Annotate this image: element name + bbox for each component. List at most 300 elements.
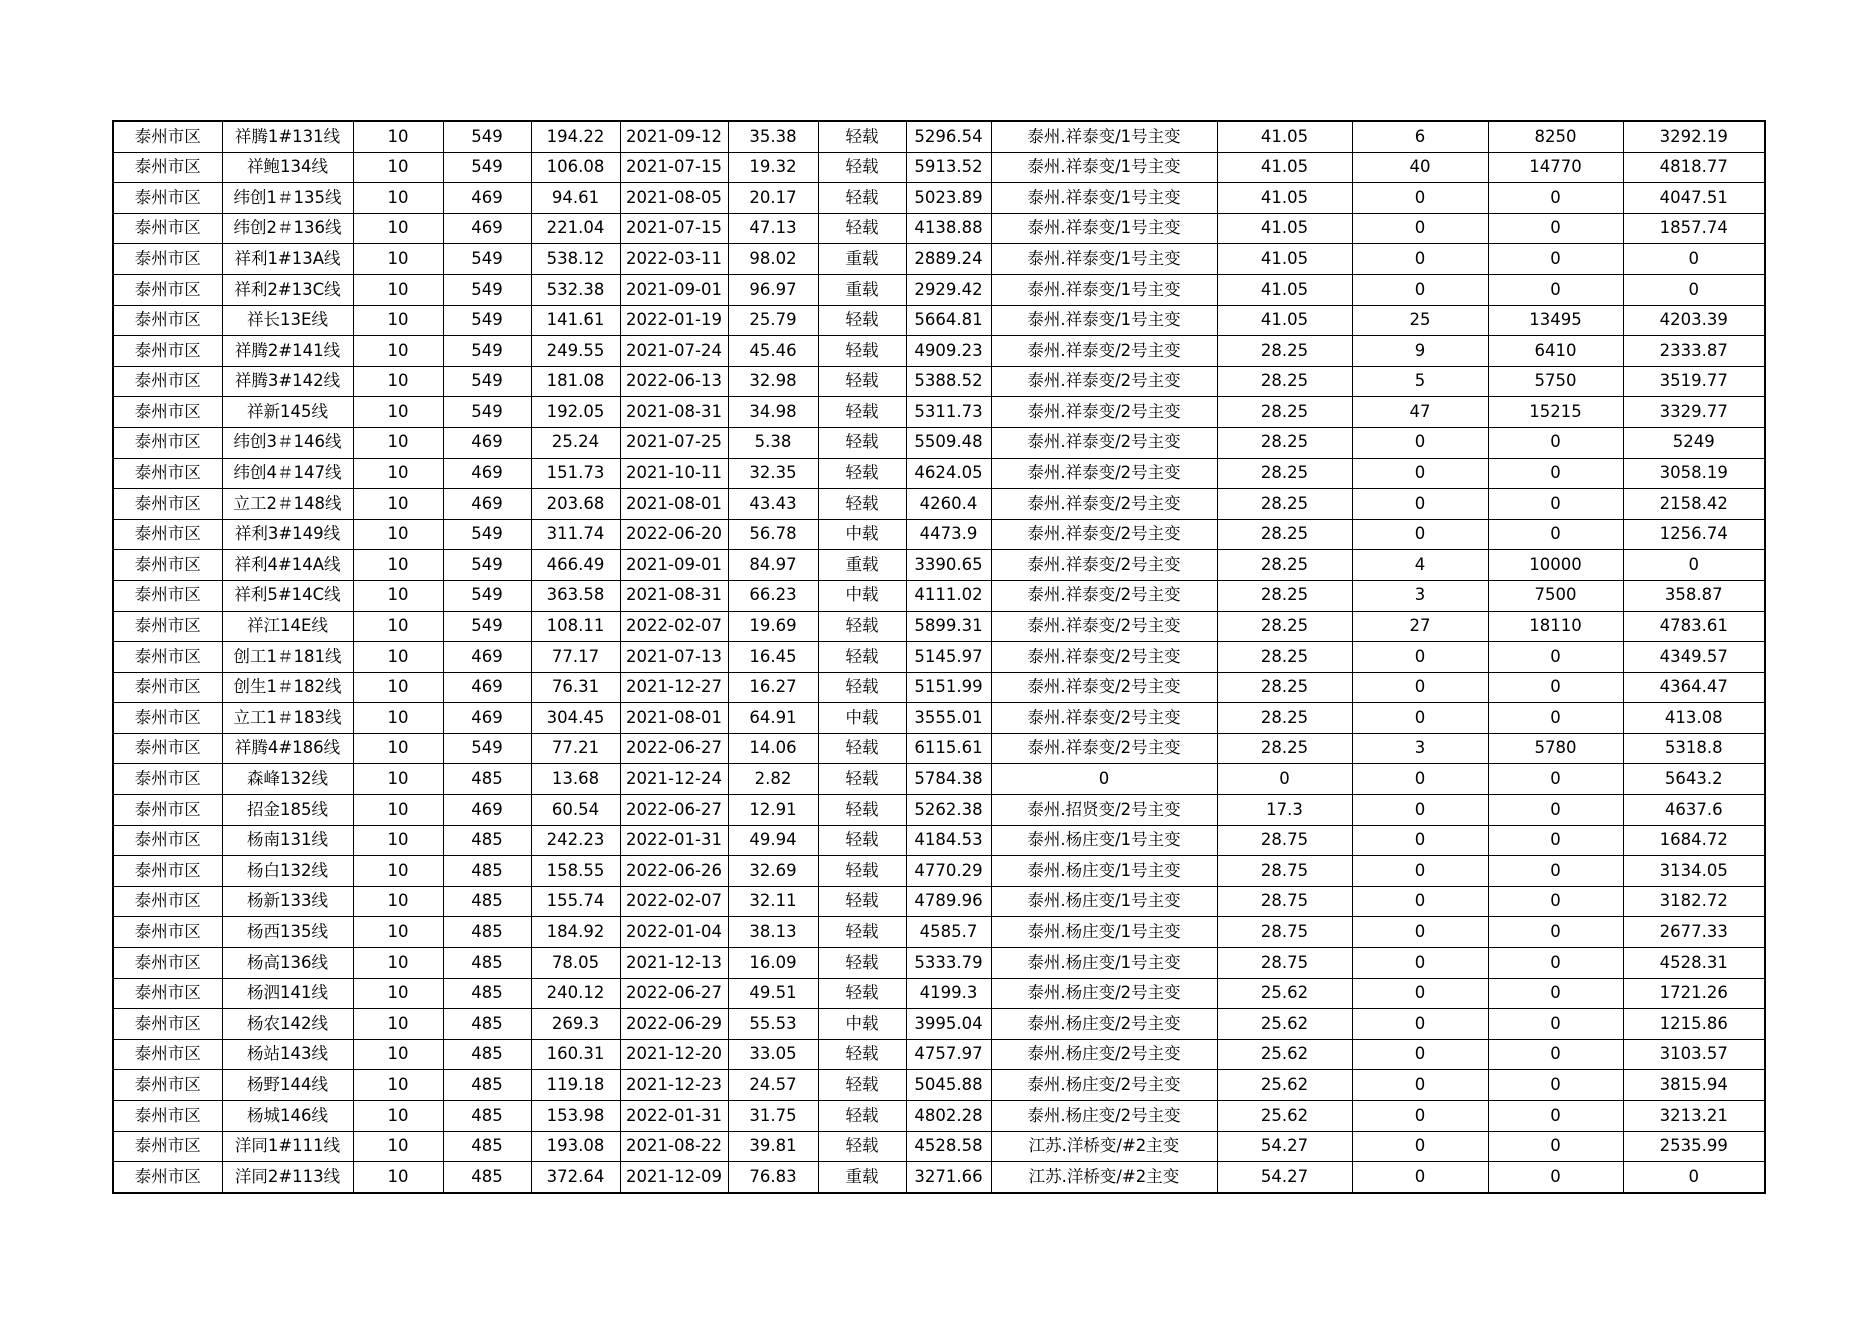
available-capacity-cell: 2929.42 <box>906 274 991 305</box>
line-name-cell: 祥利5#14C线 <box>222 580 353 611</box>
line-name-cell: 纬创2＃136线 <box>222 213 353 244</box>
margin-cell: 3815.94 <box>1623 1070 1765 1101</box>
line-name-cell: 杨站143线 <box>222 1039 353 1070</box>
margin-cell: 2677.33 <box>1623 917 1765 948</box>
district-cell: 泰州市区 <box>113 1039 222 1070</box>
capacity-cell: 549 <box>443 336 531 367</box>
amount-cell: 0 <box>1488 274 1623 305</box>
date-cell: 2021-12-24 <box>620 764 728 795</box>
load-rate-cell: 16.27 <box>728 672 818 703</box>
capacity-cell: 485 <box>443 825 531 856</box>
district-cell: 泰州市区 <box>113 764 222 795</box>
available-capacity-cell: 4473.9 <box>906 519 991 550</box>
date-cell: 2022-02-07 <box>620 886 728 917</box>
load-value-cell: 181.08 <box>531 366 620 397</box>
margin-cell: 1256.74 <box>1623 519 1765 550</box>
margin-cell: 4637.6 <box>1623 795 1765 826</box>
table-row <box>113 580 1765 611</box>
load-status-cell: 轻载 <box>818 948 906 979</box>
load-status-cell: 轻载 <box>818 152 906 183</box>
count-cell: 0 <box>1352 642 1488 673</box>
load-rate-cell: 14.06 <box>728 733 818 764</box>
amount-cell: 0 <box>1488 213 1623 244</box>
transformer-load-cell: 28.75 <box>1217 825 1352 856</box>
load-value-cell: 25.24 <box>531 427 620 458</box>
date-cell: 2021-12-13 <box>620 948 728 979</box>
margin-cell: 3329.77 <box>1623 397 1765 428</box>
district-cell: 泰州市区 <box>113 948 222 979</box>
transformer-cell: 泰州.杨庄变/2号主变 <box>991 1039 1217 1070</box>
load-value-cell: 108.11 <box>531 611 620 642</box>
date-cell: 2021-08-22 <box>620 1131 728 1162</box>
date-cell: 2021-08-31 <box>620 397 728 428</box>
line-name-cell: 祥新145线 <box>222 397 353 428</box>
load-rate-cell: 47.13 <box>728 213 818 244</box>
date-cell: 2021-07-13 <box>620 642 728 673</box>
margin-cell: 358.87 <box>1623 580 1765 611</box>
district-cell: 泰州市区 <box>113 1162 222 1193</box>
date-cell: 2022-01-04 <box>620 917 728 948</box>
load-value-cell: 155.74 <box>531 886 620 917</box>
load-rate-cell: 39.81 <box>728 1131 818 1162</box>
date-cell: 2021-07-15 <box>620 213 728 244</box>
capacity-cell: 485 <box>443 1039 531 1070</box>
date-cell: 2022-02-07 <box>620 611 728 642</box>
available-capacity-cell: 6115.61 <box>906 733 991 764</box>
transformer-load-cell: 28.75 <box>1217 948 1352 979</box>
voltage-cell: 10 <box>353 458 443 489</box>
date-cell: 2022-06-13 <box>620 366 728 397</box>
line-name-cell: 祥腾4#186线 <box>222 733 353 764</box>
amount-cell: 0 <box>1488 795 1623 826</box>
transformer-cell: 0 <box>991 764 1217 795</box>
capacity-cell: 469 <box>443 458 531 489</box>
transformer-load-cell: 54.27 <box>1217 1131 1352 1162</box>
amount-cell: 0 <box>1488 489 1623 520</box>
load-rate-cell: 20.17 <box>728 183 818 214</box>
district-cell: 泰州市区 <box>113 642 222 673</box>
voltage-cell: 10 <box>353 733 443 764</box>
capacity-cell: 485 <box>443 1162 531 1193</box>
load-rate-cell: 19.32 <box>728 152 818 183</box>
transformer-load-cell: 28.25 <box>1217 336 1352 367</box>
voltage-cell: 10 <box>353 611 443 642</box>
load-status-cell: 轻载 <box>818 917 906 948</box>
table-row <box>113 152 1765 183</box>
amount-cell: 0 <box>1488 1070 1623 1101</box>
line-name-cell: 森峰132线 <box>222 764 353 795</box>
available-capacity-cell: 5151.99 <box>906 672 991 703</box>
margin-cell: 3213.21 <box>1623 1101 1765 1132</box>
amount-cell: 0 <box>1488 1039 1623 1070</box>
load-status-cell: 轻载 <box>818 825 906 856</box>
load-rate-cell: 2.82 <box>728 764 818 795</box>
district-cell: 泰州市区 <box>113 1101 222 1132</box>
amount-cell: 0 <box>1488 244 1623 275</box>
line-name-cell: 创工1＃181线 <box>222 642 353 673</box>
table-row <box>113 519 1765 550</box>
transformer-load-cell: 0 <box>1217 764 1352 795</box>
table-row <box>113 978 1765 1009</box>
available-capacity-cell: 5913.52 <box>906 152 991 183</box>
district-cell: 泰州市区 <box>113 244 222 275</box>
voltage-cell: 10 <box>353 917 443 948</box>
available-capacity-cell: 5509.48 <box>906 427 991 458</box>
transformer-load-cell: 25.62 <box>1217 1009 1352 1040</box>
margin-cell: 0 <box>1623 274 1765 305</box>
load-rate-cell: 16.09 <box>728 948 818 979</box>
load-rate-cell: 16.45 <box>728 642 818 673</box>
district-cell: 泰州市区 <box>113 489 222 520</box>
capacity-cell: 469 <box>443 213 531 244</box>
load-status-cell: 中载 <box>818 1009 906 1040</box>
capacity-cell: 485 <box>443 978 531 1009</box>
load-status-cell: 轻载 <box>818 213 906 244</box>
available-capacity-cell: 4260.4 <box>906 489 991 520</box>
margin-cell: 4783.61 <box>1623 611 1765 642</box>
table-row <box>113 1162 1765 1193</box>
available-capacity-cell: 5045.88 <box>906 1070 991 1101</box>
capacity-cell: 485 <box>443 1131 531 1162</box>
table-row <box>113 733 1765 764</box>
district-cell: 泰州市区 <box>113 550 222 581</box>
transformer-cell: 泰州.杨庄变/2号主变 <box>991 1009 1217 1040</box>
transformer-cell: 泰州.杨庄变/1号主变 <box>991 856 1217 887</box>
date-cell: 2022-06-26 <box>620 856 728 887</box>
available-capacity-cell: 5664.81 <box>906 305 991 336</box>
table-row <box>113 1039 1765 1070</box>
table-row <box>113 427 1765 458</box>
load-value-cell: 78.05 <box>531 948 620 979</box>
date-cell: 2021-08-01 <box>620 703 728 734</box>
load-value-cell: 192.05 <box>531 397 620 428</box>
voltage-cell: 10 <box>353 642 443 673</box>
transformer-cell: 泰州.杨庄变/1号主变 <box>991 886 1217 917</box>
capacity-cell: 469 <box>443 489 531 520</box>
load-status-cell: 轻载 <box>818 427 906 458</box>
date-cell: 2021-10-11 <box>620 458 728 489</box>
transformer-load-cell: 28.25 <box>1217 519 1352 550</box>
table-row <box>113 305 1765 336</box>
load-rate-cell: 19.69 <box>728 611 818 642</box>
voltage-cell: 10 <box>353 213 443 244</box>
transformer-load-cell: 28.25 <box>1217 550 1352 581</box>
transformer-load-cell: 25.62 <box>1217 1039 1352 1070</box>
line-name-cell: 祥利3#149线 <box>222 519 353 550</box>
voltage-cell: 10 <box>353 550 443 581</box>
transformer-load-cell: 28.25 <box>1217 642 1352 673</box>
line-name-cell: 纬创4＃147线 <box>222 458 353 489</box>
available-capacity-cell: 3390.65 <box>906 550 991 581</box>
capacity-cell: 549 <box>443 550 531 581</box>
available-capacity-cell: 2889.24 <box>906 244 991 275</box>
count-cell: 0 <box>1352 917 1488 948</box>
margin-cell: 1721.26 <box>1623 978 1765 1009</box>
count-cell: 40 <box>1352 152 1488 183</box>
count-cell: 27 <box>1352 611 1488 642</box>
date-cell: 2021-07-24 <box>620 336 728 367</box>
margin-cell: 4349.57 <box>1623 642 1765 673</box>
transformer-cell: 泰州.祥泰变/1号主变 <box>991 152 1217 183</box>
amount-cell: 0 <box>1488 886 1623 917</box>
district-cell: 泰州市区 <box>113 519 222 550</box>
transformer-load-cell: 41.05 <box>1217 213 1352 244</box>
transformer-load-cell: 28.25 <box>1217 458 1352 489</box>
load-rate-cell: 64.91 <box>728 703 818 734</box>
margin-cell: 4528.31 <box>1623 948 1765 979</box>
transformer-load-cell: 41.05 <box>1217 274 1352 305</box>
available-capacity-cell: 4802.28 <box>906 1101 991 1132</box>
count-cell: 0 <box>1352 672 1488 703</box>
capacity-cell: 485 <box>443 1070 531 1101</box>
amount-cell: 10000 <box>1488 550 1623 581</box>
available-capacity-cell: 5311.73 <box>906 397 991 428</box>
available-capacity-cell: 4111.02 <box>906 580 991 611</box>
load-value-cell: 184.92 <box>531 917 620 948</box>
amount-cell: 18110 <box>1488 611 1623 642</box>
transformer-cell: 泰州.祥泰变/2号主变 <box>991 703 1217 734</box>
margin-cell: 3134.05 <box>1623 856 1765 887</box>
line-name-cell: 杨城146线 <box>222 1101 353 1132</box>
margin-cell: 3058.19 <box>1623 458 1765 489</box>
amount-cell: 0 <box>1488 642 1623 673</box>
amount-cell: 0 <box>1488 672 1623 703</box>
district-cell: 泰州市区 <box>113 978 222 1009</box>
margin-cell: 4364.47 <box>1623 672 1765 703</box>
table-row <box>113 1131 1765 1162</box>
margin-cell: 5643.2 <box>1623 764 1765 795</box>
load-value-cell: 538.12 <box>531 244 620 275</box>
count-cell: 0 <box>1352 764 1488 795</box>
date-cell: 2022-06-20 <box>620 519 728 550</box>
transformer-cell: 泰州.杨庄变/1号主变 <box>991 825 1217 856</box>
date-cell: 2022-03-11 <box>620 244 728 275</box>
transformer-load-cell: 28.25 <box>1217 397 1352 428</box>
load-rate-cell: 66.23 <box>728 580 818 611</box>
voltage-cell: 10 <box>353 121 443 152</box>
table-row <box>113 458 1765 489</box>
load-status-cell: 轻载 <box>818 1101 906 1132</box>
load-value-cell: 77.21 <box>531 733 620 764</box>
transformer-cell: 泰州.杨庄变/2号主变 <box>991 1101 1217 1132</box>
available-capacity-cell: 4770.29 <box>906 856 991 887</box>
transformer-load-cell: 28.25 <box>1217 366 1352 397</box>
transformer-load-cell: 28.25 <box>1217 703 1352 734</box>
district-cell: 泰州市区 <box>113 795 222 826</box>
transformer-cell: 泰州.祥泰变/1号主变 <box>991 244 1217 275</box>
load-status-cell: 轻载 <box>818 733 906 764</box>
table-row <box>113 1009 1765 1040</box>
line-name-cell: 杨白132线 <box>222 856 353 887</box>
transformer-load-cell: 28.75 <box>1217 886 1352 917</box>
count-cell: 9 <box>1352 336 1488 367</box>
amount-cell: 5780 <box>1488 733 1623 764</box>
district-cell: 泰州市区 <box>113 886 222 917</box>
voltage-cell: 10 <box>353 244 443 275</box>
district-cell: 泰州市区 <box>113 580 222 611</box>
line-name-cell: 杨高136线 <box>222 948 353 979</box>
count-cell: 0 <box>1352 1131 1488 1162</box>
transformer-cell: 泰州.杨庄变/2号主变 <box>991 1070 1217 1101</box>
line-name-cell: 立工1＃183线 <box>222 703 353 734</box>
table-row <box>113 611 1765 642</box>
date-cell: 2022-06-27 <box>620 795 728 826</box>
load-status-cell: 轻载 <box>818 886 906 917</box>
count-cell: 5 <box>1352 366 1488 397</box>
load-value-cell: 240.12 <box>531 978 620 1009</box>
available-capacity-cell: 4624.05 <box>906 458 991 489</box>
transformer-cell: 泰州.祥泰变/2号主变 <box>991 397 1217 428</box>
count-cell: 0 <box>1352 427 1488 458</box>
voltage-cell: 10 <box>353 1039 443 1070</box>
date-cell: 2021-09-01 <box>620 274 728 305</box>
load-value-cell: 60.54 <box>531 795 620 826</box>
available-capacity-cell: 3995.04 <box>906 1009 991 1040</box>
margin-cell: 4818.77 <box>1623 152 1765 183</box>
load-rate-cell: 96.97 <box>728 274 818 305</box>
available-capacity-cell: 3555.01 <box>906 703 991 734</box>
margin-cell: 1684.72 <box>1623 825 1765 856</box>
date-cell: 2022-06-27 <box>620 978 728 1009</box>
load-value-cell: 242.23 <box>531 825 620 856</box>
transformer-cell: 江苏.洋桥变/#2主变 <box>991 1162 1217 1193</box>
voltage-cell: 10 <box>353 1101 443 1132</box>
margin-cell: 2333.87 <box>1623 336 1765 367</box>
district-cell: 泰州市区 <box>113 397 222 428</box>
voltage-cell: 10 <box>353 152 443 183</box>
transformer-cell: 泰州.祥泰变/2号主变 <box>991 366 1217 397</box>
line-name-cell: 祥利2#13C线 <box>222 274 353 305</box>
voltage-cell: 10 <box>353 856 443 887</box>
transformer-load-cell: 17.3 <box>1217 795 1352 826</box>
transformer-cell: 泰州.祥泰变/2号主变 <box>991 611 1217 642</box>
count-cell: 0 <box>1352 1162 1488 1193</box>
available-capacity-cell: 5333.79 <box>906 948 991 979</box>
load-status-cell: 轻载 <box>818 672 906 703</box>
transformer-load-cell: 28.25 <box>1217 733 1352 764</box>
load-rate-cell: 12.91 <box>728 795 818 826</box>
transformer-load-cell: 41.05 <box>1217 244 1352 275</box>
load-status-cell: 轻载 <box>818 336 906 367</box>
margin-cell: 1857.74 <box>1623 213 1765 244</box>
line-name-cell: 杨西135线 <box>222 917 353 948</box>
amount-cell: 0 <box>1488 764 1623 795</box>
transformer-cell: 泰州.杨庄变/1号主变 <box>991 948 1217 979</box>
transformer-load-cell: 28.25 <box>1217 580 1352 611</box>
count-cell: 0 <box>1352 244 1488 275</box>
district-cell: 泰州市区 <box>113 458 222 489</box>
district-cell: 泰州市区 <box>113 856 222 887</box>
load-value-cell: 94.61 <box>531 183 620 214</box>
line-name-cell: 祥腾2#141线 <box>222 336 353 367</box>
load-value-cell: 363.58 <box>531 580 620 611</box>
load-value-cell: 151.73 <box>531 458 620 489</box>
amount-cell: 13495 <box>1488 305 1623 336</box>
line-name-cell: 创生1＃182线 <box>222 672 353 703</box>
count-cell: 0 <box>1352 519 1488 550</box>
amount-cell: 0 <box>1488 183 1623 214</box>
voltage-cell: 10 <box>353 825 443 856</box>
transformer-load-cell: 41.05 <box>1217 183 1352 214</box>
load-status-cell: 轻载 <box>818 642 906 673</box>
capacity-cell: 549 <box>443 366 531 397</box>
transformer-load-cell: 25.62 <box>1217 1070 1352 1101</box>
amount-cell: 7500 <box>1488 580 1623 611</box>
count-cell: 0 <box>1352 183 1488 214</box>
date-cell: 2021-07-25 <box>620 427 728 458</box>
load-value-cell: 193.08 <box>531 1131 620 1162</box>
load-rate-cell: 34.98 <box>728 397 818 428</box>
district-cell: 泰州市区 <box>113 611 222 642</box>
load-status-cell: 重载 <box>818 1162 906 1193</box>
capacity-cell: 549 <box>443 580 531 611</box>
amount-cell: 8250 <box>1488 121 1623 152</box>
date-cell: 2022-06-29 <box>620 1009 728 1040</box>
transformer-cell: 泰州.祥泰变/1号主变 <box>991 121 1217 152</box>
margin-cell: 4047.51 <box>1623 183 1765 214</box>
transformer-cell: 泰州.祥泰变/2号主变 <box>991 733 1217 764</box>
table-row <box>113 397 1765 428</box>
capacity-cell: 485 <box>443 856 531 887</box>
table-row <box>113 672 1765 703</box>
table-row <box>113 703 1765 734</box>
available-capacity-cell: 5145.97 <box>906 642 991 673</box>
district-cell: 泰州市区 <box>113 305 222 336</box>
load-status-cell: 轻载 <box>818 856 906 887</box>
load-status-cell: 轻载 <box>818 611 906 642</box>
capacity-cell: 469 <box>443 795 531 826</box>
voltage-cell: 10 <box>353 427 443 458</box>
load-value-cell: 269.3 <box>531 1009 620 1040</box>
count-cell: 0 <box>1352 213 1488 244</box>
available-capacity-cell: 5388.52 <box>906 366 991 397</box>
date-cell: 2021-12-09 <box>620 1162 728 1193</box>
line-name-cell: 杨野144线 <box>222 1070 353 1101</box>
load-rate-cell: 31.75 <box>728 1101 818 1132</box>
amount-cell: 0 <box>1488 825 1623 856</box>
amount-cell: 0 <box>1488 917 1623 948</box>
date-cell: 2021-08-31 <box>620 580 728 611</box>
date-cell: 2021-08-05 <box>620 183 728 214</box>
margin-cell: 2158.42 <box>1623 489 1765 520</box>
capacity-cell: 485 <box>443 1101 531 1132</box>
count-cell: 0 <box>1352 489 1488 520</box>
capacity-cell: 549 <box>443 244 531 275</box>
table-row <box>113 550 1765 581</box>
table-row <box>113 183 1765 214</box>
line-name-cell: 杨新133线 <box>222 886 353 917</box>
load-rate-cell: 49.51 <box>728 978 818 1009</box>
margin-cell: 1215.86 <box>1623 1009 1765 1040</box>
count-cell: 0 <box>1352 703 1488 734</box>
load-status-cell: 中载 <box>818 519 906 550</box>
load-value-cell: 141.61 <box>531 305 620 336</box>
amount-cell: 0 <box>1488 1009 1623 1040</box>
load-value-cell: 311.74 <box>531 519 620 550</box>
load-value-cell: 76.31 <box>531 672 620 703</box>
table-row <box>113 917 1765 948</box>
voltage-cell: 10 <box>353 1070 443 1101</box>
district-cell: 泰州市区 <box>113 183 222 214</box>
table-row <box>113 121 1765 152</box>
voltage-cell: 10 <box>353 274 443 305</box>
table-row <box>113 1070 1765 1101</box>
load-status-cell: 重载 <box>818 244 906 275</box>
line-name-cell: 祥江14E线 <box>222 611 353 642</box>
count-cell: 0 <box>1352 886 1488 917</box>
voltage-cell: 10 <box>353 580 443 611</box>
transformer-cell: 泰州.祥泰变/2号主变 <box>991 336 1217 367</box>
